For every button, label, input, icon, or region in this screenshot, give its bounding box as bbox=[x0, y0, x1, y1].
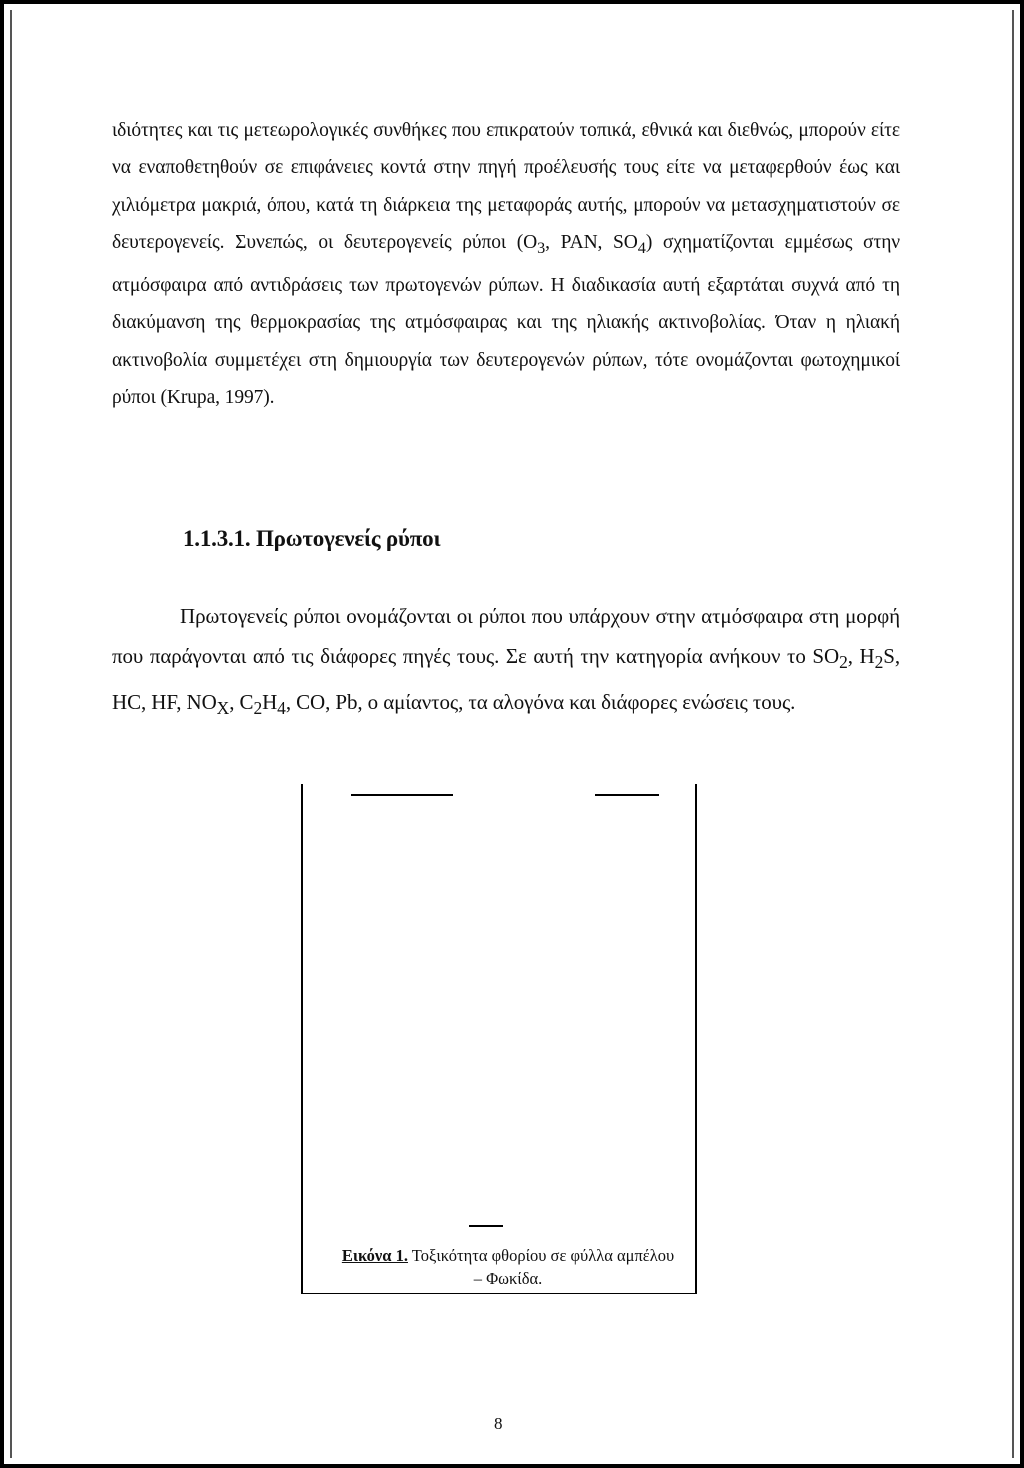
subscript: 4 bbox=[277, 697, 286, 718]
figure-caption-label: Εικόνα 1. bbox=[341, 1246, 408, 1265]
text-run: , PAN, SO bbox=[545, 231, 638, 253]
paragraph-primary-pollutants bbox=[112, 597, 900, 729]
subscript: X bbox=[216, 697, 230, 718]
figure-top-rule bbox=[595, 794, 659, 796]
subscript: 2 bbox=[874, 651, 884, 672]
figure-top-rule bbox=[351, 794, 453, 796]
text-run: Πρωτογενείς ρύποι ονομάζονται οι ρύποι που υπάρχουν στην ατμόσφαιρα στη μορφή που παράγονται από τις διάφορες πηγές τους. Σε αυτή την κατηγορία ανήκουν το SO bbox=[112, 604, 900, 668]
figure-caption-rule bbox=[469, 1225, 503, 1227]
subscript: 3 bbox=[537, 238, 546, 257]
figure-caption bbox=[338, 1244, 678, 1290]
subscript: 2 bbox=[253, 697, 263, 718]
text-run: , H bbox=[847, 643, 875, 668]
figure-image-frame bbox=[301, 784, 697, 1294]
text-run: H bbox=[262, 689, 278, 714]
paragraph-secondary-pollutants bbox=[112, 112, 900, 416]
text-run: S, HC, HF, NO bbox=[112, 643, 900, 714]
text-run: , CO, Pb, ο αμίαντος, τα αλογόνα και διάφορες ενώσεις τους. bbox=[285, 689, 796, 714]
section-heading: 1.1.3.1. Πρωτογενείς ρύποι bbox=[183, 526, 441, 551]
subscript: 4 bbox=[637, 238, 646, 257]
subscript: 2 bbox=[839, 651, 848, 672]
text-run: ) σχηματίζονται εμμέσως στην ατμόσφαιρα από αντιδράσεις των πρωτογενών ρύπων. Η διαδικασία αυτή εξαρτάται συχνά από τη διακύμανση της θερμοκρασίας της ατμόσφαιρας και της ηλιακής ακτινοβολίας. Όταν η ηλιακή ακτινοβολία συμμετέχει στη δημιουργία των δευτερογενών ρύπων, τότε ονομάζονται φωτοχημικοί ρύποι (Krupa, 1997). bbox=[112, 231, 901, 408]
text-run: ιδιότητες και τις μετεωρολογικές συνθήκες που επικρατούν τοπικά, εθνικά και διεθνώς, μπορούν είτε να εναποθετηθούν σε επιφάνειες κοντά στην πηγή προέλευσής τους είτε να μεταφερθούν έως και χιλιόμετρα μακριά, όπου, κατά τη διάρκεια της μεταφοράς αυτής, μπορούν να μετασχηματιστούν σε δευτερογενείς. Συνεπώς, οι δευτερογενείς ρύποι (O bbox=[112, 120, 900, 253]
text-run: , C bbox=[229, 689, 254, 714]
page-number: 8 bbox=[494, 1414, 503, 1433]
figure-caption-text: Τοξικότητα φθορίου σε φύλλα αμπέλου – Φωκίδα. bbox=[407, 1246, 675, 1288]
